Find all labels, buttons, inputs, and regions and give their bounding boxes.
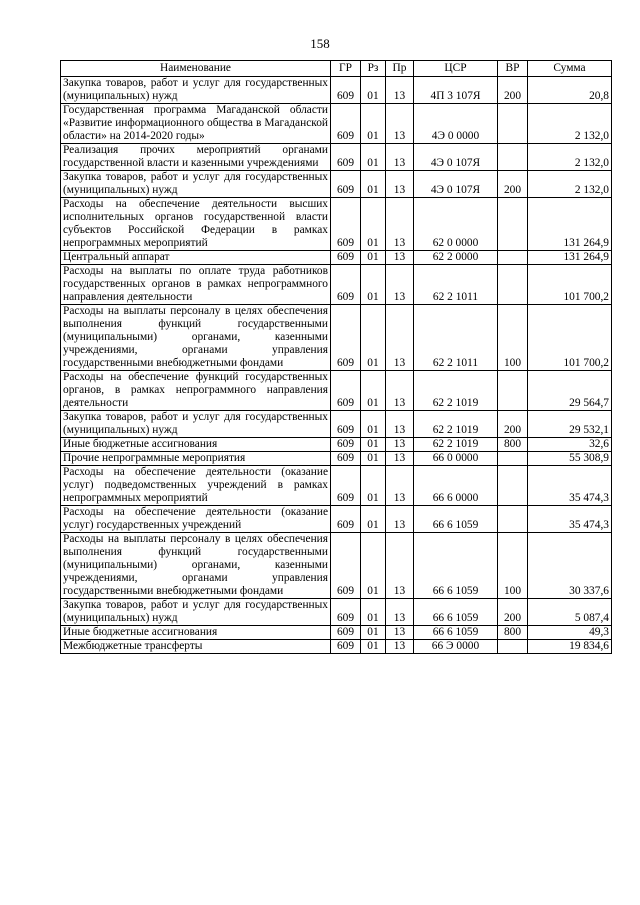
- cell-csr: 66 6 1059: [414, 506, 498, 533]
- cell-csr: 66 6 1059: [414, 599, 498, 626]
- cell-name: Государственная программа Магаданской области «Развитие информационного общества в Магаданской области» на 2014-2020 годы»: [61, 104, 331, 144]
- table-row: [61, 411, 612, 438]
- table-row: [61, 198, 612, 251]
- table-row: [61, 305, 612, 371]
- header-name: Наименование: [61, 61, 331, 77]
- cell-sum: 101 700,2: [528, 265, 612, 305]
- cell-pr: 13: [386, 251, 414, 265]
- cell-gr: 609: [331, 466, 361, 506]
- table-header-row: [61, 61, 612, 77]
- cell-gr: 609: [331, 77, 361, 104]
- cell-gr: 609: [331, 640, 361, 654]
- cell-gr: 609: [331, 305, 361, 371]
- cell-name: Закупка товаров, работ и услуг для государственных (муниципальных) нужд: [61, 171, 331, 198]
- cell-csr: 62 2 1019: [414, 371, 498, 411]
- cell-csr: 4Э 0 107Я: [414, 171, 498, 198]
- cell-pr: 13: [386, 640, 414, 654]
- cell-vr: 200: [498, 411, 528, 438]
- cell-rz: 01: [361, 640, 386, 654]
- cell-name: Закупка товаров, работ и услуг для государственных (муниципальных) нужд: [61, 411, 331, 438]
- cell-gr: 609: [331, 411, 361, 438]
- cell-vr: [498, 506, 528, 533]
- cell-pr: 13: [386, 77, 414, 104]
- cell-pr: 13: [386, 533, 414, 599]
- cell-vr: 800: [498, 626, 528, 640]
- table-row: [61, 265, 612, 305]
- cell-sum: 5 087,4: [528, 599, 612, 626]
- cell-vr: [498, 466, 528, 506]
- cell-gr: 609: [331, 371, 361, 411]
- cell-name: Межбюджетные трансферты: [61, 640, 331, 654]
- cell-gr: 609: [331, 533, 361, 599]
- cell-pr: 13: [386, 438, 414, 452]
- cell-pr: 13: [386, 265, 414, 305]
- cell-pr: 13: [386, 371, 414, 411]
- cell-gr: 609: [331, 506, 361, 533]
- cell-name: Расходы на выплаты персоналу в целях обеспечения выполнения функций государственными (муниципальными) органами, казенными учреждениями, органами управления государственными внебюджетными фондами: [61, 533, 331, 599]
- table-row: [61, 640, 612, 654]
- cell-rz: 01: [361, 438, 386, 452]
- cell-rz: 01: [361, 533, 386, 599]
- cell-vr: [498, 104, 528, 144]
- cell-gr: 609: [331, 251, 361, 265]
- cell-csr: 62 2 1011: [414, 265, 498, 305]
- table-row: [61, 77, 612, 104]
- cell-rz: 01: [361, 171, 386, 198]
- page-number: 158: [310, 36, 330, 51]
- table-row: [61, 171, 612, 198]
- budget-table: [60, 60, 612, 654]
- cell-vr: [498, 144, 528, 171]
- cell-gr: 609: [331, 626, 361, 640]
- cell-csr: 4П 3 107Я: [414, 77, 498, 104]
- cell-vr: 200: [498, 77, 528, 104]
- cell-rz: 01: [361, 371, 386, 411]
- table-row: [61, 506, 612, 533]
- cell-csr: 4Э 0 0000: [414, 104, 498, 144]
- table-row: [61, 626, 612, 640]
- cell-sum: 35 474,3: [528, 506, 612, 533]
- cell-pr: 13: [386, 506, 414, 533]
- cell-vr: 200: [498, 599, 528, 626]
- cell-gr: 609: [331, 144, 361, 171]
- cell-vr: [498, 452, 528, 466]
- cell-sum: 131 264,9: [528, 198, 612, 251]
- cell-csr: 62 0 0000: [414, 198, 498, 251]
- table-body: [61, 77, 612, 654]
- cell-vr: [498, 265, 528, 305]
- header-csr: ЦСР: [414, 61, 498, 77]
- cell-sum: 29 532,1: [528, 411, 612, 438]
- cell-pr: 13: [386, 411, 414, 438]
- header-rz: Рз: [361, 61, 386, 77]
- header-vr: ВР: [498, 61, 528, 77]
- cell-pr: 13: [386, 171, 414, 198]
- cell-csr: 62 2 1019: [414, 438, 498, 452]
- cell-sum: 19 834,6: [528, 640, 612, 654]
- cell-rz: 01: [361, 144, 386, 171]
- cell-pr: 13: [386, 198, 414, 251]
- cell-gr: 609: [331, 599, 361, 626]
- cell-csr: 62 2 1019: [414, 411, 498, 438]
- cell-sum: 2 132,0: [528, 104, 612, 144]
- cell-rz: 01: [361, 265, 386, 305]
- cell-csr: 66 0 0000: [414, 452, 498, 466]
- cell-vr: [498, 198, 528, 251]
- cell-csr: 66 Э 0000: [414, 640, 498, 654]
- cell-rz: 01: [361, 77, 386, 104]
- table-row: [61, 438, 612, 452]
- cell-pr: 13: [386, 466, 414, 506]
- cell-csr: 4Э 0 107Я: [414, 144, 498, 171]
- cell-name: Расходы на выплаты по оплате труда работников государственных органов в рамках непрограммного направления деятельности: [61, 265, 331, 305]
- cell-rz: 01: [361, 104, 386, 144]
- cell-sum: 29 564,7: [528, 371, 612, 411]
- cell-name: Расходы на обеспечение деятельности высших исполнительных органов государственной власти субъектов Российской Федерации в рамках непрограммных мероприятий: [61, 198, 331, 251]
- cell-csr: 62 2 1011: [414, 305, 498, 371]
- cell-sum: 55 308,9: [528, 452, 612, 466]
- table-row: [61, 144, 612, 171]
- cell-gr: 609: [331, 198, 361, 251]
- cell-pr: 13: [386, 305, 414, 371]
- cell-name: Расходы на выплаты персоналу в целях обеспечения выполнения функций государственными (муниципальными) органами, казенными учреждениями, органами управления государственными внебюджетными фондами: [61, 305, 331, 371]
- cell-rz: 01: [361, 506, 386, 533]
- cell-rz: 01: [361, 251, 386, 265]
- cell-pr: 13: [386, 104, 414, 144]
- cell-pr: 13: [386, 599, 414, 626]
- cell-gr: 609: [331, 104, 361, 144]
- cell-rz: 01: [361, 452, 386, 466]
- cell-rz: 01: [361, 599, 386, 626]
- cell-name: Расходы на обеспечение функций государственных органов, в рамках непрограммного направления деятельности: [61, 371, 331, 411]
- cell-vr: [498, 640, 528, 654]
- cell-vr: 100: [498, 305, 528, 371]
- header-pr: Пр: [386, 61, 414, 77]
- cell-rz: 01: [361, 466, 386, 506]
- cell-name: Иные бюджетные ассигнования: [61, 626, 331, 640]
- cell-name: Закупка товаров, работ и услуг для государственных (муниципальных) нужд: [61, 77, 331, 104]
- table-row: [61, 533, 612, 599]
- table-row: [61, 452, 612, 466]
- cell-vr: 800: [498, 438, 528, 452]
- cell-gr: 609: [331, 171, 361, 198]
- cell-sum: 101 700,2: [528, 305, 612, 371]
- cell-pr: 13: [386, 452, 414, 466]
- cell-sum: 20,8: [528, 77, 612, 104]
- cell-name: Расходы на обеспечение деятельности (оказание услуг) государственных учреждений: [61, 506, 331, 533]
- cell-rz: 01: [361, 198, 386, 251]
- table-row: [61, 466, 612, 506]
- cell-csr: 66 6 1059: [414, 626, 498, 640]
- cell-rz: 01: [361, 305, 386, 371]
- cell-gr: 609: [331, 265, 361, 305]
- cell-rz: 01: [361, 411, 386, 438]
- cell-pr: 13: [386, 144, 414, 171]
- cell-vr: 100: [498, 533, 528, 599]
- cell-name: Реализация прочих мероприятий органами государственной власти и казенными учреждениями: [61, 144, 331, 171]
- cell-sum: 49,3: [528, 626, 612, 640]
- cell-sum: 32,6: [528, 438, 612, 452]
- cell-sum: 131 264,9: [528, 251, 612, 265]
- cell-csr: 66 6 0000: [414, 466, 498, 506]
- table-row: [61, 251, 612, 265]
- cell-name: Закупка товаров, работ и услуг для государственных (муниципальных) нужд: [61, 599, 331, 626]
- table-row: [61, 599, 612, 626]
- cell-sum: 30 337,6: [528, 533, 612, 599]
- cell-csr: 66 6 1059: [414, 533, 498, 599]
- cell-pr: 13: [386, 626, 414, 640]
- cell-name: Центральный аппарат: [61, 251, 331, 265]
- table-row: [61, 371, 612, 411]
- cell-vr: [498, 251, 528, 265]
- cell-vr: [498, 371, 528, 411]
- header-sum: Сумма: [528, 61, 612, 77]
- cell-gr: 609: [331, 438, 361, 452]
- cell-name: Прочие непрограммные мероприятия: [61, 452, 331, 466]
- cell-gr: 609: [331, 452, 361, 466]
- cell-name: Расходы на обеспечение деятельности (оказание услуг) подведомственных учреждений в рамках непрограммных мероприятий: [61, 466, 331, 506]
- cell-name: Иные бюджетные ассигнования: [61, 438, 331, 452]
- cell-sum: 35 474,3: [528, 466, 612, 506]
- cell-rz: 01: [361, 626, 386, 640]
- cell-sum: 2 132,0: [528, 144, 612, 171]
- cell-csr: 62 2 0000: [414, 251, 498, 265]
- cell-vr: 200: [498, 171, 528, 198]
- table-row: [61, 104, 612, 144]
- cell-sum: 2 132,0: [528, 171, 612, 198]
- header-gr: ГР: [331, 61, 361, 77]
